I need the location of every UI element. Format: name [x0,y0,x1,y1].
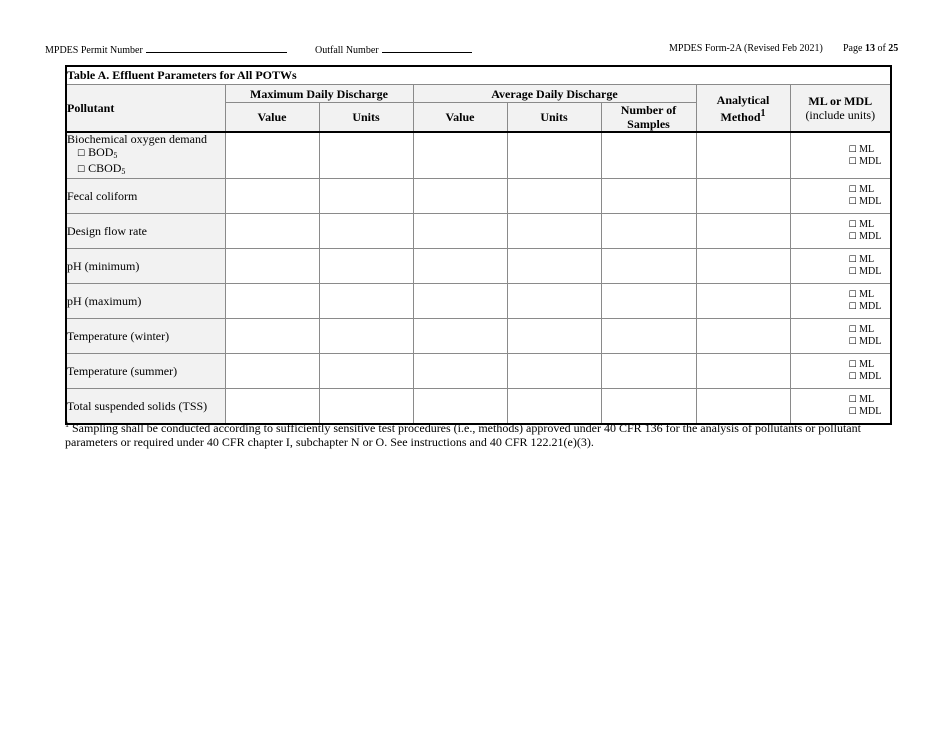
samples-input[interactable] [601,319,696,354]
checkbox-icon[interactable]: ☐ [848,325,857,335]
avg-units-input[interactable] [507,214,601,249]
total-pages: 25 [888,43,899,54]
table-row [66,249,891,284]
method-input[interactable] [696,249,790,284]
max-units-input[interactable] [319,319,413,354]
ml-mdl-input[interactable]: ☐ ML ☐ MDL [790,132,891,179]
table-row [66,284,891,319]
pollutant-header: Pollutant [66,85,225,133]
max-units-input[interactable] [319,132,413,179]
max-value-input[interactable] [225,354,319,389]
max-value-input[interactable] [225,179,319,214]
checkbox-icon[interactable]: ☐ [848,197,857,207]
checkbox-icon[interactable]: ☐ [848,220,857,230]
avg-value-input[interactable] [413,132,507,179]
checkbox-icon[interactable]: ☐ [77,165,86,175]
max-value-input[interactable] [225,249,319,284]
samples-input[interactable] [601,214,696,249]
avg-units-input[interactable] [507,354,601,389]
avg-units-input[interactable] [507,132,601,179]
checkbox-icon[interactable]: ☐ [848,337,857,347]
avg-value-input[interactable] [413,284,507,319]
max-units-input[interactable] [319,179,413,214]
avg-value-header: Value [413,103,507,133]
avg-value-input[interactable] [413,354,507,389]
permit-number-label: MPDES Permit Number [45,45,143,56]
table-row [66,214,891,249]
analytical-method-header: Analytical Method$^1$ [696,85,790,133]
samples-input[interactable] [601,354,696,389]
ml-mdl-header: ML or MDL (include units) [790,85,891,133]
avg-value-input[interactable] [413,249,507,284]
checkbox-icon[interactable]: ☐ [848,232,857,242]
samples-input[interactable] [601,284,696,319]
ml-mdl-input[interactable]: ☐ ML ☐ MDL [790,389,891,425]
method-input[interactable] [696,284,790,319]
max-units-input[interactable] [319,284,413,319]
pollutant-name: Total suspended solids (TSS) [66,389,225,425]
method-input[interactable] [696,214,790,249]
max-units-input[interactable] [319,249,413,284]
table-row [66,354,891,389]
checkbox-icon[interactable]: ☐ [848,185,857,195]
max-value-input[interactable] [225,284,319,319]
avg-value-input[interactable] [413,214,507,249]
outfall-number-label: Outfall Number [315,45,379,56]
footnote-marker: 1 [65,420,69,429]
ml-mdl-input[interactable]: ☐ ML ☐ MDL [790,354,891,389]
max-units-input[interactable] [319,354,413,389]
max-units-input[interactable] [319,214,413,249]
avg-units-input[interactable] [507,319,601,354]
cbod5-option[interactable]: ☐ $CBOD_5$ [77,161,126,176]
outfall-number-input[interactable] [382,43,472,53]
ml-mdl-input[interactable]: ☐ ML ☐ MDL [790,179,891,214]
page-number: Page 13 of 25 [843,43,899,54]
ml-mdl-input[interactable]: ☐ ML ☐ MDL [790,284,891,319]
max-value-header: Value [225,103,319,133]
checkbox-icon[interactable]: ☐ [848,144,857,155]
footnote-text: Sampling shall be conducted according to sufficiently sensitive test procedures (i.e., methods) approved under 40 CFR 136 for the analysis of pollutants or pollutant parameters or required under 40 CFR chapter I, subchapter N or O. See instructions and 40 CFR 122.21(e)(3). [65,421,861,449]
pollutant-name: Temperature (winter) [66,319,225,354]
max-value-input[interactable] [225,319,319,354]
max-value-input[interactable] [225,214,319,249]
checkbox-icon[interactable]: ☐ [848,267,857,277]
method-input[interactable] [696,319,790,354]
number-of-samples-header: Number of Samples [601,103,696,133]
checkbox-icon[interactable]: ☐ [848,156,857,167]
checkbox-icon[interactable]: ☐ [77,149,86,159]
table-row [66,179,891,214]
pollutant-name: pH (maximum) [66,284,225,319]
ml-mdl-input[interactable]: ☐ ML ☐ MDL [790,249,891,284]
table-title: Table A. Effluent Parameters for All POTWs [66,66,891,85]
max-units-header: Units [319,103,413,133]
avg-units-input[interactable] [507,249,601,284]
footnote [65,418,895,449]
method-input[interactable] [696,179,790,214]
outfall-number-field [315,43,472,56]
checkbox-icon[interactable]: ☐ [848,302,857,312]
pollutant-name: Fecal coliform [66,179,225,214]
checkbox-icon[interactable]: ☐ [848,407,857,417]
avg-units-header: Units [507,103,601,133]
form-identifier: MPDES Form-2A (Revised Feb 2021) [669,43,823,54]
permit-number-field [45,43,287,56]
samples-input[interactable] [601,132,696,179]
avg-daily-discharge-header: Average Daily Discharge [413,85,696,103]
pollutant-name: pH (minimum) [66,249,225,284]
samples-input[interactable] [601,249,696,284]
avg-value-input[interactable] [413,319,507,354]
current-page: 13 [864,43,875,54]
max-daily-discharge-header: Maximum Daily Discharge [225,85,413,103]
ml-mdl-input[interactable]: ☐ ML ☐ MDL [790,319,891,354]
samples-input[interactable] [601,179,696,214]
bod5-option[interactable]: ☐ $BOD_5$ [77,145,118,160]
checkbox-icon[interactable]: ☐ [848,255,857,265]
table-row [66,132,891,179]
max-value-input[interactable] [225,132,319,179]
checkbox-icon[interactable]: ☐ [848,395,857,405]
method-input[interactable] [696,354,790,389]
avg-units-input[interactable] [507,179,601,214]
checkbox-icon[interactable]: ☐ [848,360,857,370]
pollutant-bod: Biochemical oxygen demand ☐ $BOD_5$ ☐ $CBOD_5$ [66,132,225,179]
avg-value-input[interactable] [413,179,507,214]
ml-mdl-input[interactable]: ☐ ML ☐ MDL [790,214,891,249]
permit-number-input[interactable] [146,43,287,53]
effluent-parameters-table [65,65,892,425]
pollutant-name: Design flow rate [66,214,225,249]
checkbox-icon[interactable]: ☐ [848,372,857,382]
checkbox-icon[interactable]: ☐ [848,290,857,300]
table-row [66,319,891,354]
method-input[interactable] [696,132,790,179]
avg-units-input[interactable] [507,284,601,319]
pollutant-name: Temperature (summer) [66,354,225,389]
